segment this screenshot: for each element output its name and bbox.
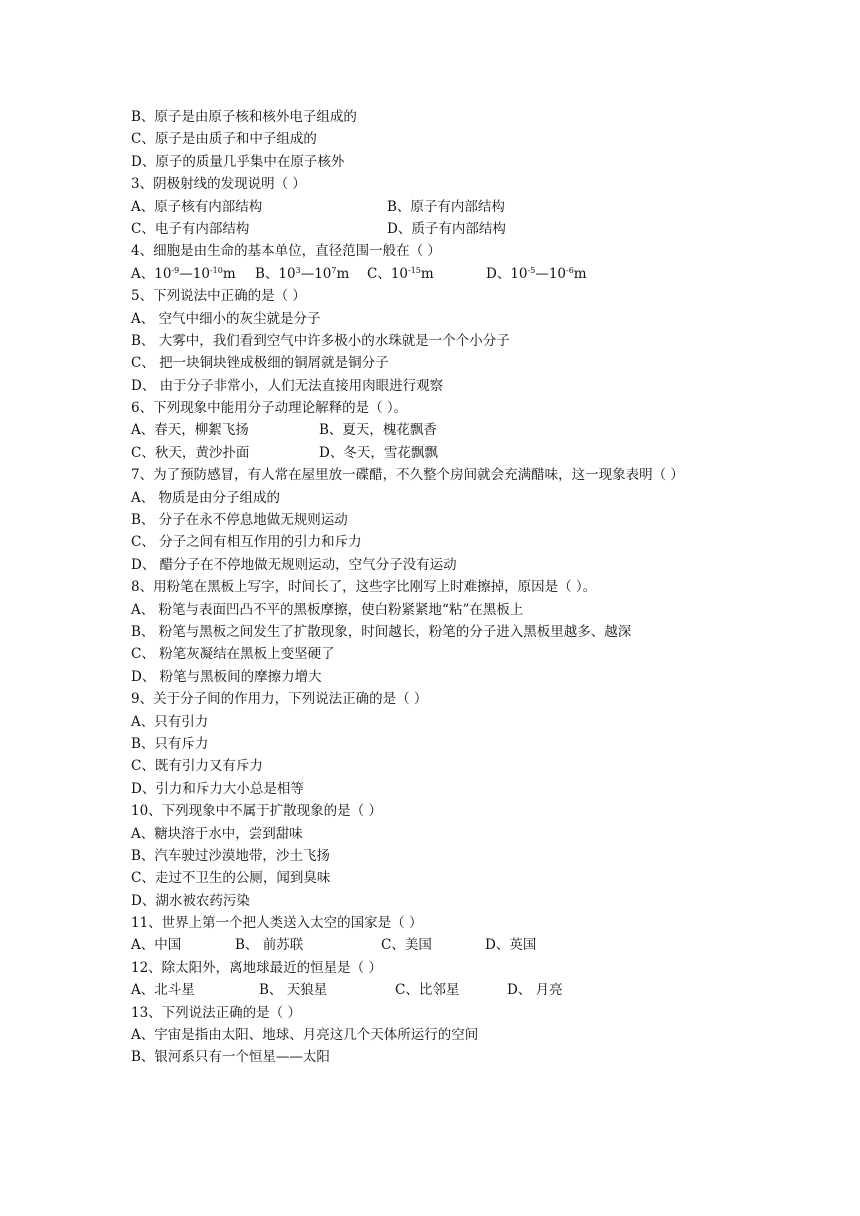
option: A、北斗星 [131, 982, 195, 999]
option: C、秋天，黄沙扑面 [131, 444, 250, 461]
option-d: D、$10^{-5}—10^{-6}m$ [486, 265, 587, 282]
text-line: C、 分子之间有相互作用的引力和斥力 [131, 534, 362, 551]
text-line: A、 粉笔与表面凹凸不平的黑板摩擦，使白粉紧紧地“粘”在黑板上 [131, 601, 524, 618]
option-a: A、$10^{-9}—10^{-10}m$ [131, 265, 236, 282]
option: B、 大雾中，我们看到空气中许多极小的水珠就是一个个小分子 [131, 332, 510, 349]
option: B、原子有内部结构 [387, 198, 505, 215]
option: A、中国 [131, 937, 182, 954]
text-line: B、 分子在永不停息地做无规则运动 [131, 512, 348, 529]
question-11-stem: 11、世界上第一个把人类送入太空的国家是（ ） [131, 915, 423, 932]
option: A、原子核有内部结构 [131, 198, 263, 215]
text-line: D、湖水被农药污染 [131, 892, 250, 909]
text-line: C、原子是由质子和中子组成的 [131, 131, 317, 148]
text-line: D、 粉笔与黑板间的摩擦力增大 [131, 668, 322, 685]
text-line: C、 粉笔灰凝结在黑板上变坚硬了 [131, 646, 335, 663]
option: B、夏天，槐花飘香 [319, 422, 437, 439]
option: A、 空气中细小的灰尘就是分子 [131, 310, 321, 327]
question-6-stem: 6、下列现象中能用分子动理论解释的是（ ）。 [131, 400, 408, 417]
text-line: A、 物质是由分子组成的 [131, 489, 281, 506]
q6-options-row-2 [131, 442, 731, 464]
question-10-stem: 10、下列现象中不属于扩散现象的是（ ） [131, 803, 382, 820]
option: B、 前苏联 [235, 937, 304, 954]
option: D、 由于分子非常小，人们无法直接用肉眼进行观察 [131, 377, 444, 394]
question-5-stem: 5、下列说法中正确的是（ ） [131, 288, 306, 305]
option: B、 天狼星 [259, 982, 328, 999]
q3-options-row-1 [131, 196, 731, 218]
q11-options-row [131, 934, 731, 956]
text-line: B、汽车驶过沙漠地带，沙土飞扬 [131, 847, 330, 864]
text-line: C、走过不卫生的公厕，闻到臭味 [131, 870, 331, 887]
text-line: D、 醋分子在不停地做无规则运动，空气分子没有运动 [131, 556, 457, 573]
text-line: C、既有引力又有斥力 [131, 758, 263, 775]
q6-options-row-1 [131, 419, 731, 441]
option: D、质子有内部结构 [387, 220, 506, 237]
q4-options-row [131, 263, 731, 285]
option: C、 把一块铜块锉成极细的铜屑就是铜分子 [131, 355, 389, 372]
text-line: B、只有斥力 [131, 735, 209, 752]
text-line: B、原子是由原子核和核外电子组成的 [131, 109, 357, 125]
q3-options-row-2 [131, 218, 731, 240]
option: D、 月亮 [507, 982, 563, 999]
option: C、比邻星 [395, 982, 460, 999]
question-4-stem: 4、细胞是由生命的基本单位，直径范围一般在（ ） [131, 243, 441, 260]
question-3-stem: 3、阴极射线的发现说明（ ） [131, 176, 306, 193]
text-line: A、只有引力 [131, 713, 209, 730]
option: D、冬天，雪花飘飘 [319, 444, 438, 461]
option: C、美国 [381, 937, 432, 954]
question-list [131, 106, 731, 1069]
text-line: D、原子的质量几乎集中在原子核外 [131, 153, 345, 170]
option-b: B、$10^3—10^7m$ [255, 265, 350, 282]
question-7-stem: 7、为了预防感冒，有人常在屋里放一碟醋，不久整个房间就会充满醋味，这一现象表明（ ） [131, 467, 684, 484]
option: B、银河系只有一个恒星——太阳 [131, 1049, 330, 1066]
question-9-stem: 9、关于分子间的作用力，下列说法正确的是（ ） [131, 691, 428, 708]
option: A、春天，柳絮飞扬 [131, 422, 249, 439]
question-8-stem: 8、用粉笔在黑板上写字，时间长了，这些字比刚写上时难擦掉，原因是（ ）。 [131, 579, 597, 596]
text-line: D、引力和斥力大小总是相等 [131, 780, 304, 797]
question-13-stem: 13、下列说法正确的是（ ） [131, 1004, 301, 1021]
text-line: B、 粉笔与黑板之间发生了扩散现象，时间越长，粉笔的分子进入黑板里越多、越深 [131, 624, 632, 640]
q12-options-row [131, 979, 731, 1001]
text-line: A、糖块溶于水中，尝到甜味 [131, 825, 303, 842]
option: C、电子有内部结构 [131, 220, 250, 237]
question-12-stem: 12、除太阳外，离地球最近的恒星是（ ） [131, 959, 382, 976]
option: D、英国 [485, 937, 537, 954]
option: A、宇宙是指由太阳、地球、月亮这几个天体所运行的空间 [131, 1027, 479, 1044]
option-c: C、$10^{-15}m$ [367, 265, 434, 282]
